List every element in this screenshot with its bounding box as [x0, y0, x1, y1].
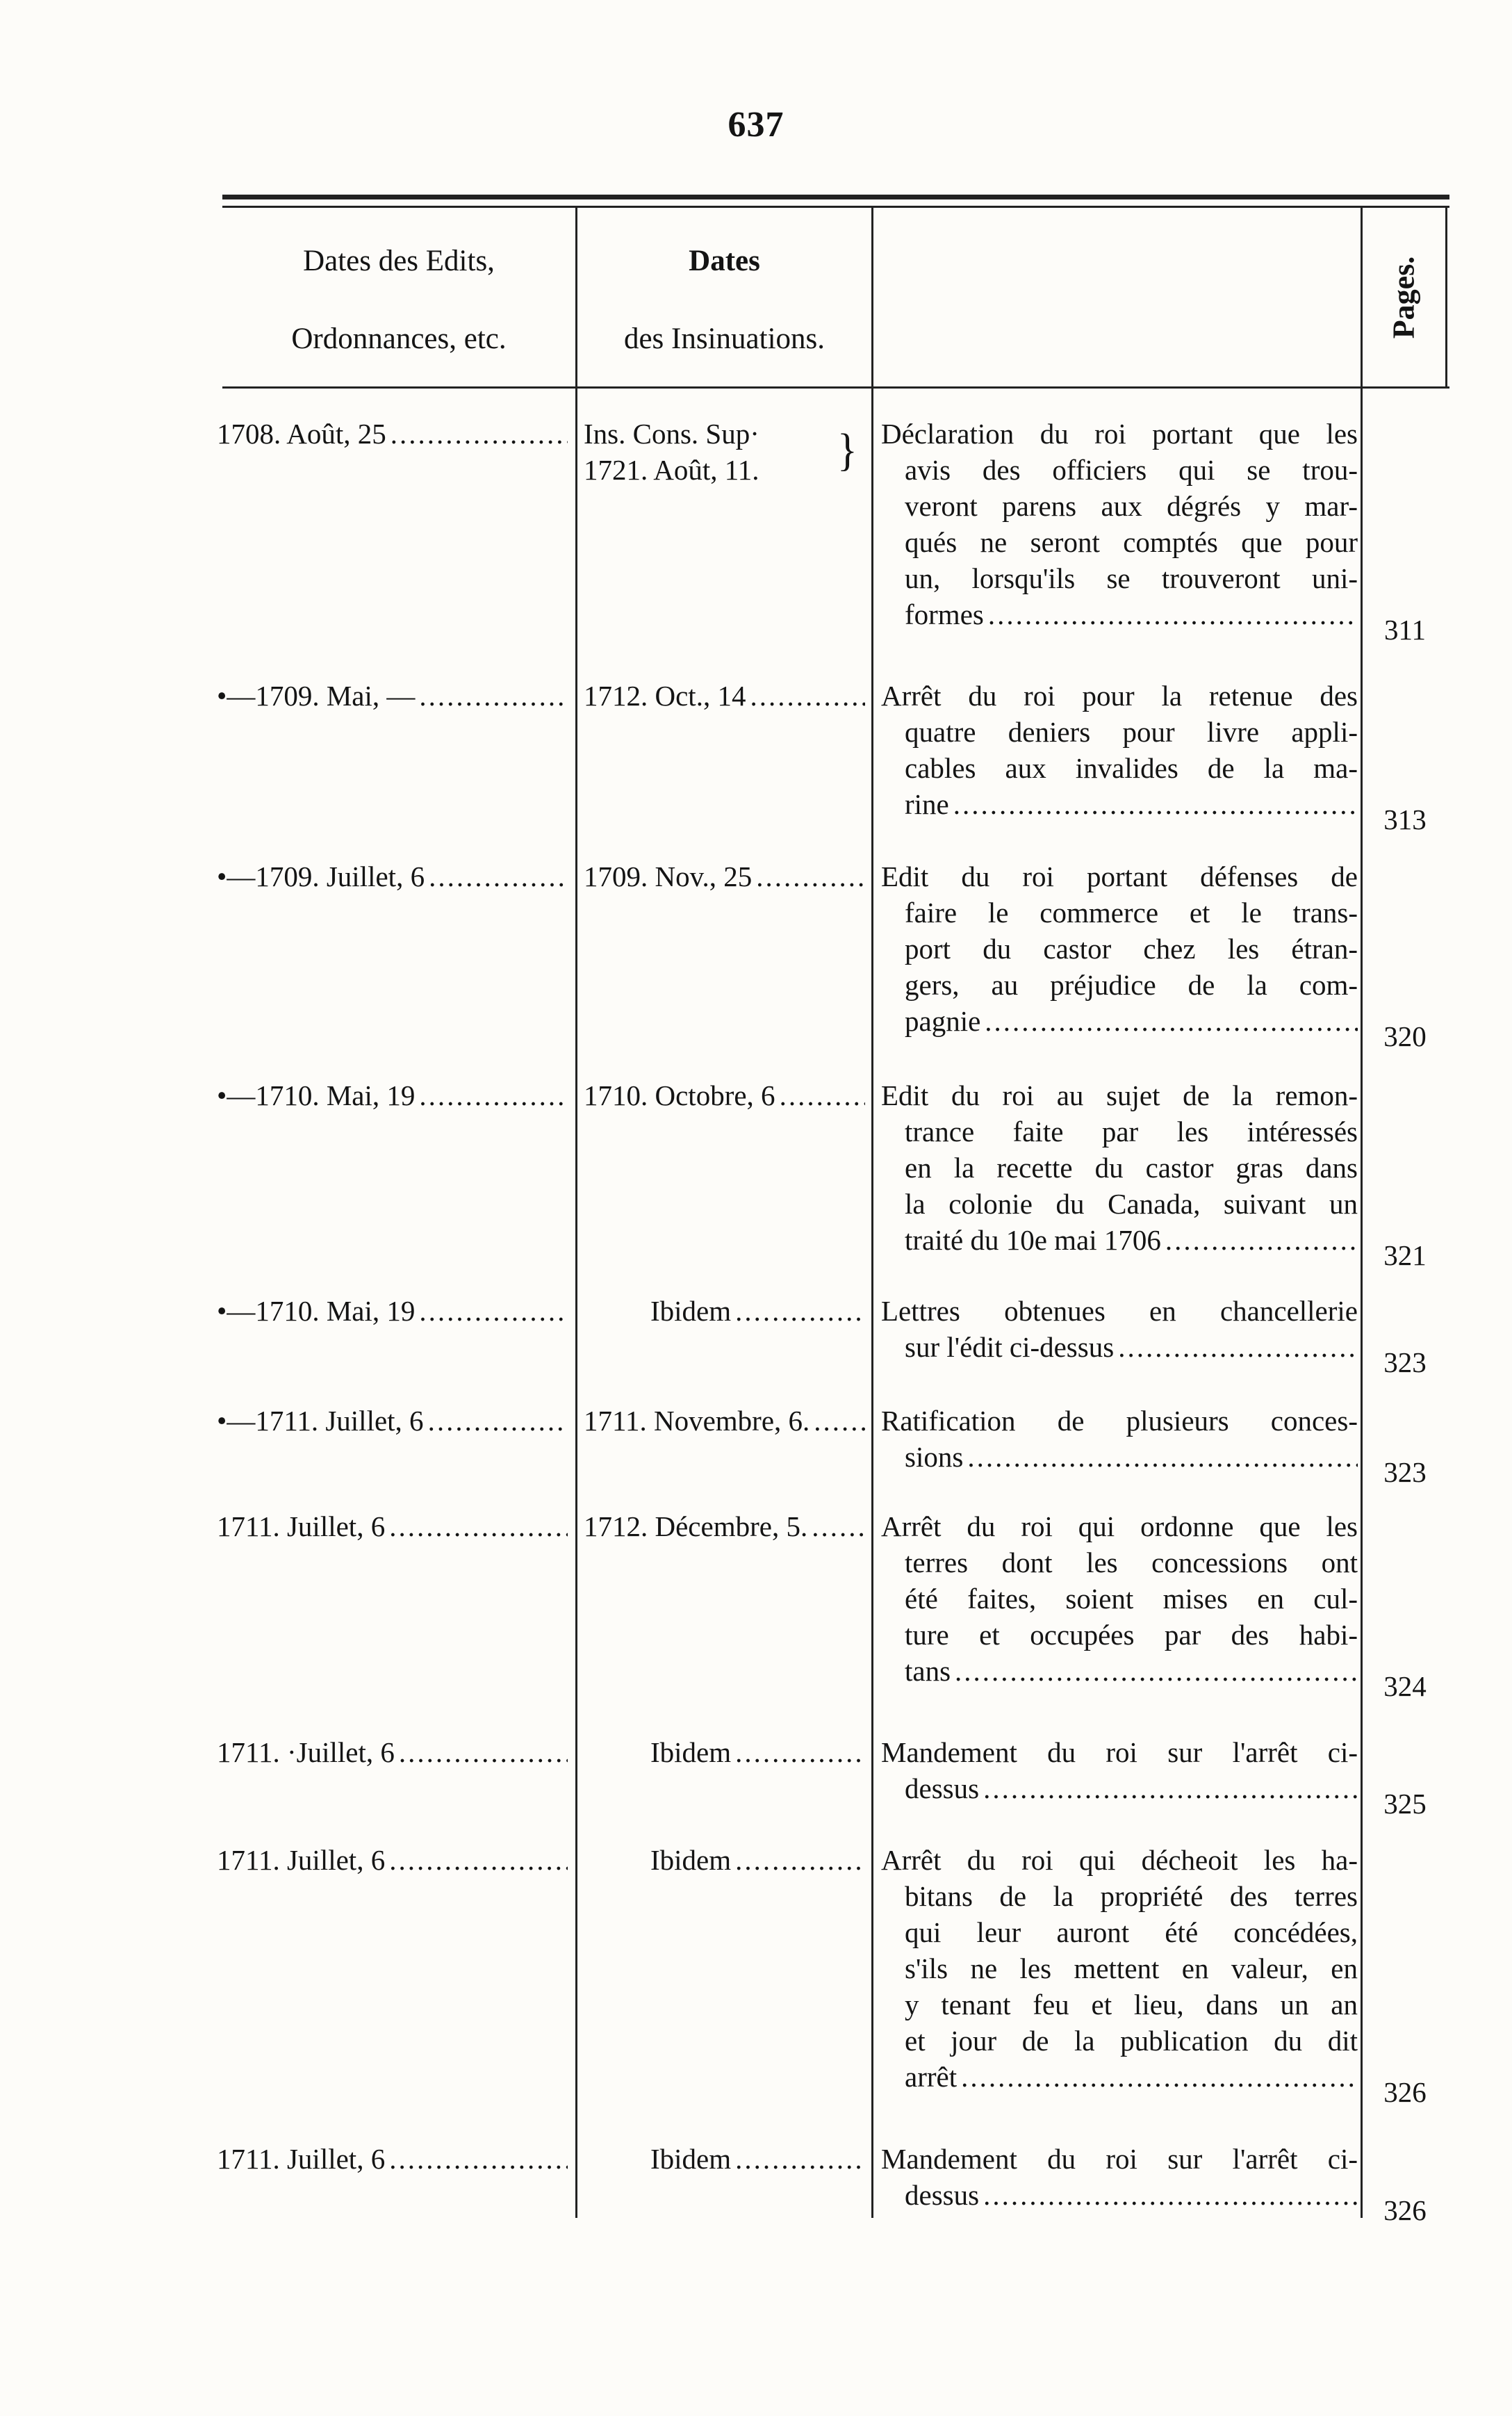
header-col-pages	[1363, 209, 1445, 386]
description-line: bitans de la propriété des terres	[905, 1880, 1358, 1912]
description	[881, 416, 1358, 632]
page-reference: 311	[1384, 614, 1426, 646]
header-col-edits-line1: Dates des Edits,	[303, 245, 495, 277]
insinuation-date	[584, 1403, 865, 1439]
description-line: qués ne seront comptés que pour	[905, 526, 1358, 558]
dot-leader	[419, 1077, 568, 1113]
page-reference: 320	[1383, 1020, 1427, 1052]
dot-leader	[1165, 1222, 1358, 1258]
description-line: Ratification de plusieurs conces-	[881, 1405, 1358, 1437]
column-divider-1	[575, 206, 577, 2218]
column-divider-2	[871, 206, 873, 2218]
header-col-insinuations-line1: Dates	[689, 245, 760, 277]
edit-date	[217, 1734, 568, 1770]
description-line: été faites, soient mises en cul-	[905, 1583, 1358, 1615]
description-line: en la recette du castor gras dans	[905, 1152, 1358, 1184]
dot-leader	[735, 1734, 865, 1770]
description-line: dessus	[905, 1772, 980, 1804]
dot-leader	[391, 416, 568, 452]
dot-leader	[389, 2141, 568, 2177]
description-line: dessus	[905, 2179, 980, 2211]
page-reference: 321	[1383, 1239, 1427, 1271]
description-line: Déclaration du roi portant que les	[881, 418, 1358, 450]
edit-date	[217, 858, 568, 895]
description-line: port du castor chez les étran-	[905, 933, 1358, 965]
edit-date-text: •—1709. Juillet, 6	[217, 860, 425, 892]
edit-date	[217, 1508, 568, 1544]
description-line: arrêt	[905, 2061, 958, 2093]
edit-date	[217, 1293, 568, 1329]
description-line: faire le commerce et le trans-	[905, 897, 1358, 929]
edit-date-text: •—1711. Juillet, 6	[217, 1405, 424, 1437]
description-line: Edit du roi portant défenses de	[881, 860, 1358, 892]
description-line: trance faite par les intéressés	[905, 1116, 1358, 1148]
description-line: Lettres obtenues en chancellerie	[881, 1295, 1358, 1327]
description	[881, 1508, 1358, 1689]
description	[881, 1734, 1358, 1806]
insinuation-date-text: Ibidem	[650, 1736, 732, 1768]
description-line: y tenant feu et lieu, dans un an	[905, 1989, 1358, 2021]
page-reference: 324	[1383, 1670, 1427, 1702]
dot-leader	[985, 1003, 1358, 1039]
insinuation-date-text: Ibidem	[650, 1295, 732, 1327]
insinuation-date-text: 1712. Oct., 14	[584, 680, 746, 712]
dot-leader	[735, 2141, 865, 2177]
description-line: Arrêt du roi qui décheoit les ha-	[881, 1844, 1358, 1876]
page-reference: 323	[1383, 1456, 1427, 1488]
dot-leader	[419, 678, 568, 714]
description-line: traité du 10e mai 1706	[905, 1224, 1161, 1256]
description-line: tans	[905, 1655, 951, 1687]
dot-leader	[429, 858, 568, 895]
description-line: et jour de la publication du dit	[905, 2025, 1358, 2057]
dot-leader	[1118, 1329, 1358, 1365]
edit-date	[217, 1842, 568, 1878]
description-line: veront parens aux dégrés y mar-	[905, 490, 1358, 522]
dot-leader	[419, 1293, 568, 1329]
header-rule-bottom	[222, 386, 1449, 389]
description-line: Edit du roi au sujet de la remon-	[881, 1079, 1358, 1111]
dot-leader	[389, 1842, 568, 1878]
dot-leader	[814, 1403, 865, 1439]
edit-date	[217, 2141, 568, 2177]
description-line: quatre deniers pour livre appli-	[905, 716, 1358, 748]
description-line: s'ils ne les mettent en valeur, en	[905, 1952, 1358, 1984]
edit-date-text: 1711. Juillet, 6	[217, 1510, 386, 1542]
insinuation-date-text: Ibidem	[650, 1844, 732, 1876]
dot-leader	[953, 786, 1358, 822]
edit-date	[217, 1403, 568, 1439]
description-line: sur l'édit ci-dessus	[905, 1331, 1115, 1363]
edit-date-text: 1711. ·Juillet, 6	[217, 1736, 395, 1768]
description	[881, 1403, 1358, 1475]
insinuation-date-text: 1712. Décembre, 5.	[584, 1510, 808, 1542]
header-col-pages-label: Pages.	[1386, 256, 1421, 339]
dot-leader	[988, 596, 1358, 632]
description-line: un, lorsqu'ils se trouveront uni-	[905, 562, 1358, 594]
description	[881, 1077, 1358, 1258]
brace-symbol: }	[837, 424, 857, 475]
page-reference: 326	[1383, 2076, 1427, 2108]
insinuation-date	[584, 1734, 865, 1770]
edit-date-text: •—1710. Mai, 19	[217, 1079, 416, 1111]
edit-date-text: 1708. Août, 25	[217, 418, 386, 450]
description-line: Mandement du roi sur l'arrêt ci-	[881, 2143, 1358, 2175]
dot-leader	[967, 1439, 1358, 1475]
page-reference: 326	[1383, 2194, 1427, 2226]
dot-leader	[983, 2177, 1358, 2213]
description-line: rine	[905, 788, 949, 820]
description-line: formes	[905, 598, 984, 630]
edit-date-text: •—1709. Mai, —	[217, 680, 416, 712]
description-line: Arrêt du roi pour la retenue des	[881, 680, 1358, 712]
insinuation-date-text: 1709. Nov., 25	[584, 860, 753, 892]
description-line: ture et occupées par des habi-	[905, 1619, 1358, 1651]
page-reference: 313	[1383, 803, 1427, 835]
edit-date-text: 1711. Juillet, 6	[217, 2143, 386, 2175]
insinuation-date	[584, 1293, 865, 1329]
insinuation-date-text: 1711. Novembre, 6.	[584, 1405, 810, 1437]
page-number: 637	[728, 105, 784, 145]
insinuation-date	[584, 678, 865, 714]
description-line: cables aux invalides de la ma-	[905, 752, 1358, 784]
dot-leader	[735, 1842, 865, 1878]
edit-date	[217, 416, 568, 452]
insinuation-date	[584, 1842, 865, 1878]
dot-leader	[428, 1403, 568, 1439]
edit-date-text: •—1710. Mai, 19	[217, 1295, 416, 1327]
edit-date	[217, 1077, 568, 1113]
description-line: Mandement du roi sur l'arrêt ci-	[881, 1736, 1358, 1768]
description	[881, 678, 1358, 822]
dot-leader	[756, 858, 865, 895]
page-reference: 323	[1383, 1346, 1427, 1378]
header-col-edits-line2: Ordonnances, etc.	[291, 323, 507, 355]
insinuation-date	[584, 1077, 865, 1113]
insinuation-date	[584, 416, 865, 488]
insinuation-date-text: 1721. Août, 11.	[584, 454, 759, 486]
insinuation-date	[584, 1508, 865, 1544]
column-divider-4	[1445, 206, 1447, 388]
edit-date-text: 1711. Juillet, 6	[217, 1844, 386, 1876]
description-line: la colonie du Canada, suivant un	[905, 1188, 1358, 1220]
description-line: pagnie	[905, 1005, 981, 1037]
insinuation-date-text: 1710. Octobre, 6	[584, 1079, 775, 1111]
description	[881, 1842, 1358, 2095]
edit-date	[217, 678, 568, 714]
page-reference: 325	[1383, 1788, 1427, 1820]
dot-leader	[389, 1508, 568, 1544]
dot-leader	[750, 678, 865, 714]
description	[881, 858, 1358, 1039]
description-line: Arrêt du roi qui ordonne que les	[881, 1510, 1358, 1542]
insinuation-date	[584, 858, 865, 895]
insinuation-date	[584, 2141, 865, 2177]
description	[881, 1293, 1358, 1365]
header-col-insinuations-line2: des Insinuations.	[623, 323, 825, 355]
dot-leader	[812, 1508, 865, 1544]
description-line: qui leur auront été concédées,	[905, 1916, 1358, 1948]
description-line: sions	[905, 1441, 964, 1473]
insinuation-date-text: Ibidem	[650, 2143, 732, 2175]
header-col-insinuations	[577, 222, 871, 378]
dot-leader	[983, 1770, 1358, 1806]
description	[881, 2141, 1358, 2213]
dot-leader	[961, 2059, 1358, 2095]
dot-leader	[955, 1653, 1358, 1689]
column-divider-3	[1361, 206, 1363, 2218]
dot-leader	[780, 1077, 865, 1113]
dot-leader	[399, 1734, 568, 1770]
header-rule-second	[222, 206, 1449, 208]
description-line: avis des officiers qui se trou-	[905, 454, 1358, 486]
description-line: terres dont les concessions ont	[905, 1546, 1358, 1578]
header-rule-top	[222, 195, 1449, 199]
header-col-edits	[222, 222, 575, 378]
insinuation-date-text: Ins. Cons. Sup·	[584, 418, 759, 450]
description-line: gers, au préjudice de la com-	[905, 969, 1358, 1001]
dot-leader	[735, 1293, 865, 1329]
